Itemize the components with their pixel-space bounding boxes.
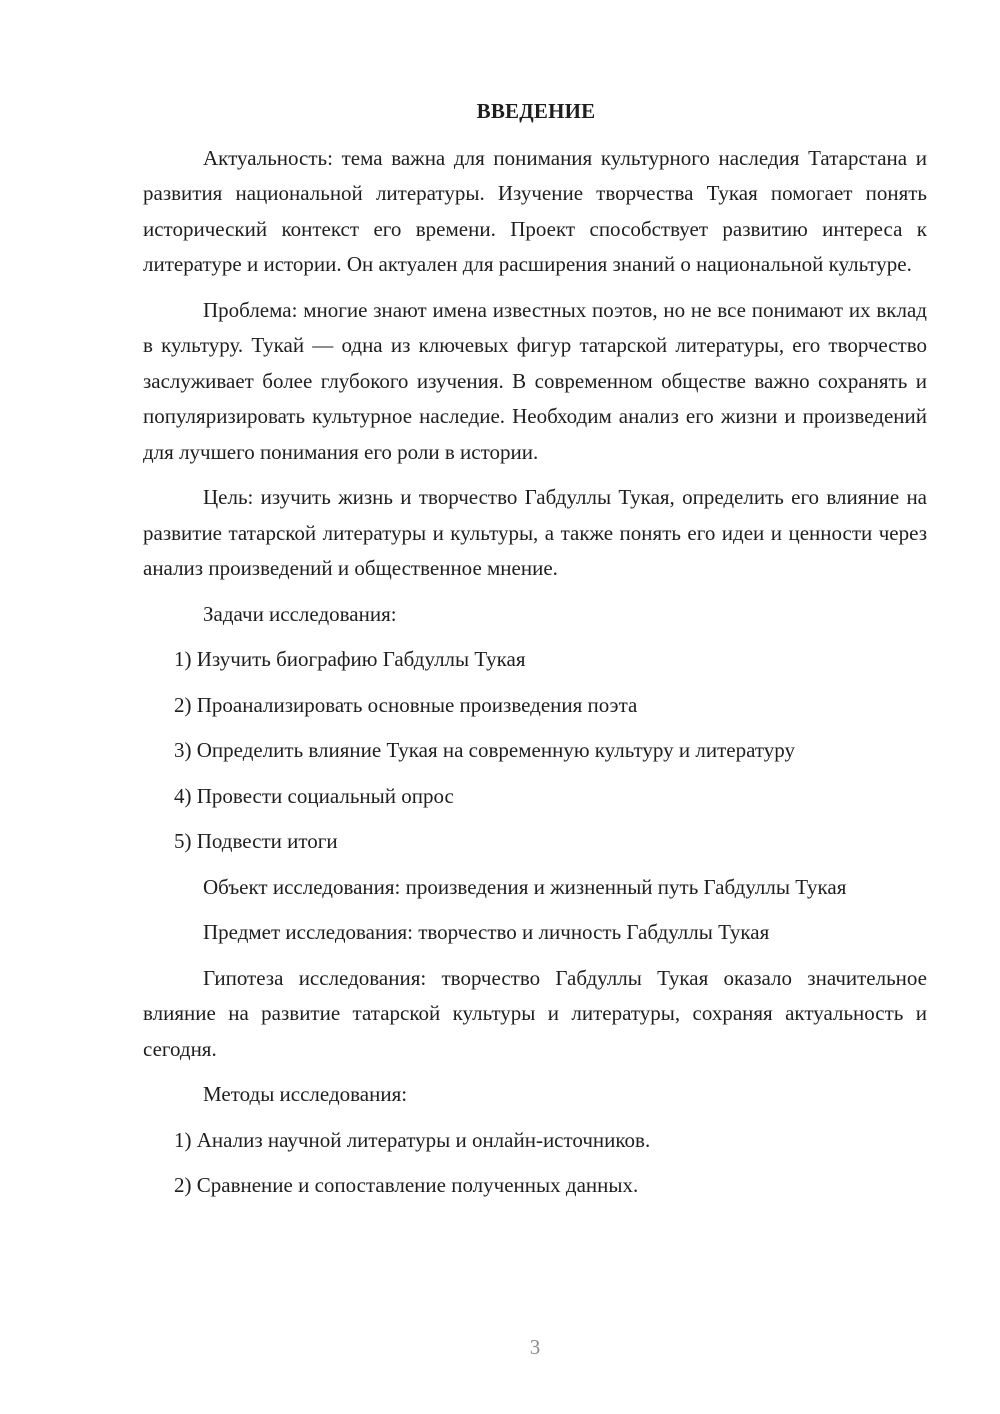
method-item-1: 1) Анализ научной литературы и онлайн-источников. — [174, 1127, 651, 1152]
task-item-1: 1) Изучить биографию Габдуллы Тукая — [174, 647, 526, 671]
task-item-4: 4) Провести социальный опрос — [174, 783, 454, 808]
subject-line: Предмет исследования: творчество и личность Габдуллы Тукая — [203, 920, 770, 944]
task-item-5: 5) Подвести итоги — [174, 829, 338, 853]
task-item-2: 2) Проанализировать основные произведения поэта — [174, 692, 638, 717]
task-item-3: 3) Определить влияние Тукая на современную культуру и литературу — [174, 738, 795, 762]
page-content — [143, 94, 927, 1214]
methods-title: Методы исследования: — [203, 1082, 408, 1106]
section-heading: ВВЕДЕНИЕ — [476, 99, 596, 123]
object-paragraph: Объект исследования: произведения и жизненный путь Габдуллы Тукая — [203, 874, 847, 899]
tasks-title: Задачи исследования: — [203, 601, 397, 626]
goal-paragraph: Цель: изучить жизнь и творчество Габдуллы Тукая, определить его влияние на развитие татарской литературы и культуры, а также понять его идеи и ценности через анализ произведений и общественное мнение. — [143, 485, 927, 580]
method-item-2: 2) Сравнение и сопоставление полученных данных. — [174, 1173, 639, 1197]
problem-paragraph: Проблема: многие знают имена известных поэтов, но не все понимают их вклад в культуру. Тукай — одна из ключевых фигур татарской литературы, его творчество заслуживает более глубокого изучения. В современном обществе важно сохранять и популяризировать культурное наследие. Необходим анализ его жизни и произведений для лучшего понимания его роли в истории. — [143, 297, 927, 464]
page-number: 3 — [529, 1335, 541, 1359]
relevance-paragraph: Актуальность: тема важна для понимания культурного наследия Татарстана и развития национальной литературы. Изучение творчества Тукая помогает понять исторический контекст его времени. Проект способствует развитию интереса к литературе и истории. Он актуален для расширения знаний о национальной культуре. — [143, 145, 927, 276]
hypothesis-paragraph: Гипотеза исследования: творчество Габдуллы Тукая оказало значительное влияние на развитие татарской культуры и литературы, сохраняя актуальность и сегодня. — [143, 965, 927, 1061]
